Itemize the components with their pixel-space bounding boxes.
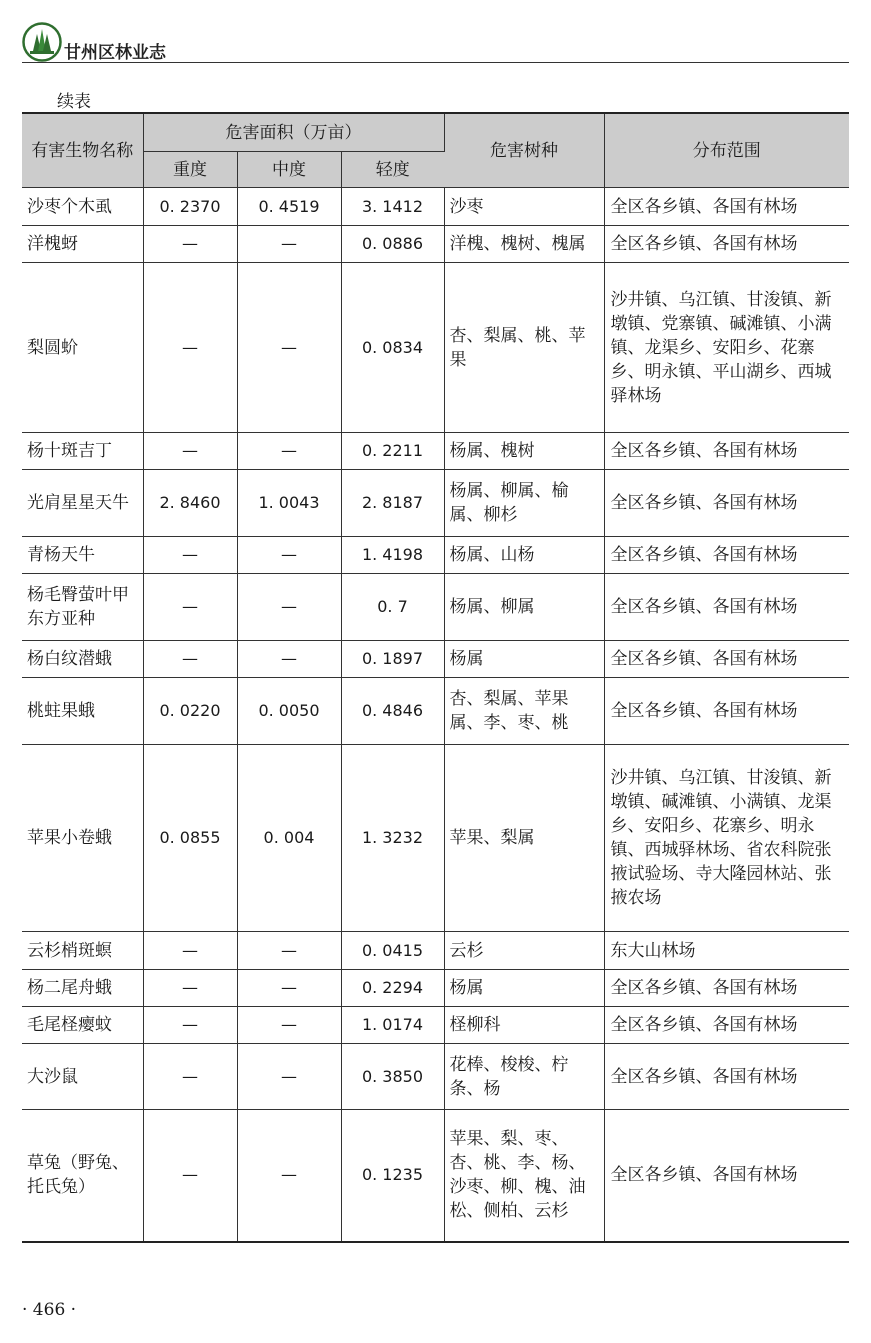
distribution: 沙井镇、乌江镇、甘浚镇、新墩镇、碱滩镇、小满镇、龙渠乡、安阳乡、花寨乡、明永镇、西城驿林场、省农科院张掖试验场、寺大隆园林站、张掖农场 [604,745,849,932]
severe-area: 0. 2370 [143,188,237,226]
host-trees: 杏、梨属、桃、苹果 [444,263,604,433]
pest-name: 梨圆蚧 [22,263,143,433]
mild-area: 0. 4846 [341,678,444,745]
pest-name: 毛尾柽瘿蚊 [22,1007,143,1044]
mild-area: 2. 8187 [341,470,444,537]
table-row [22,1007,849,1044]
pest-name: 洋槐蚜 [22,226,143,263]
severe-area: — [143,932,237,970]
mild-area: 1. 3232 [341,745,444,932]
severe-area: — [143,574,237,641]
host-trees: 杨属、柳属、榆属、柳杉 [444,470,604,537]
severe-area: — [143,433,237,470]
host-trees: 花棒、梭梭、柠条、杨 [444,1044,604,1110]
distribution: 东大山林场 [604,932,849,970]
distribution: 全区各乡镇、各国有林场 [604,537,849,574]
pest-name: 杨毛臀萤叶甲东方亚种 [22,574,143,641]
header-name: 有害生物名称 [22,113,143,188]
mild-area: 3. 1412 [341,188,444,226]
moderate-area: — [237,932,341,970]
moderate-area: — [237,1007,341,1044]
moderate-area: — [237,537,341,574]
header-mild: 轻度 [341,152,444,188]
distribution: 全区各乡镇、各国有林场 [604,188,849,226]
table-row [22,641,849,678]
moderate-area: — [237,641,341,678]
host-trees: 云杉 [444,932,604,970]
distribution: 全区各乡镇、各国有林场 [604,641,849,678]
mild-area: 0. 2294 [341,970,444,1007]
header-area-group: 危害面积（万亩） [143,113,444,152]
moderate-area: — [237,263,341,433]
header-divider [22,62,849,63]
table-row [22,932,849,970]
distribution: 全区各乡镇、各国有林场 [604,1110,849,1242]
pest-name: 苹果小卷蛾 [22,745,143,932]
host-trees: 杨属、山杨 [444,537,604,574]
header-severe: 重度 [143,152,237,188]
table-row [22,226,849,263]
table-row [22,537,849,574]
severe-area: — [143,970,237,1007]
moderate-area: 1. 0043 [237,470,341,537]
pest-name: 桃蛀果蛾 [22,678,143,745]
page-header [22,22,849,62]
mild-area: 0. 2211 [341,433,444,470]
severe-area: — [143,1007,237,1044]
mild-area: 0. 3850 [341,1044,444,1110]
severe-area: — [143,537,237,574]
host-trees: 苹果、梨属 [444,745,604,932]
pest-name: 杨十斑吉丁 [22,433,143,470]
table-row [22,263,849,433]
header-trees: 危害树种 [444,113,604,188]
distribution: 全区各乡镇、各国有林场 [604,470,849,537]
pest-name: 大沙鼠 [22,1044,143,1110]
table-row [22,745,849,932]
table-row [22,470,849,537]
distribution: 全区各乡镇、各国有林场 [604,433,849,470]
severe-area: 2. 8460 [143,470,237,537]
pest-name: 沙枣个木虱 [22,188,143,226]
moderate-area: — [237,970,341,1007]
host-trees: 杨属、槐树 [444,433,604,470]
severe-area: — [143,1044,237,1110]
severe-area: 0. 0220 [143,678,237,745]
distribution: 全区各乡镇、各国有林场 [604,574,849,641]
mild-area: 0. 0834 [341,263,444,433]
table-row [22,970,849,1007]
distribution: 全区各乡镇、各国有林场 [604,970,849,1007]
continued-label: 续表 [57,92,91,112]
mild-area: 0. 0886 [341,226,444,263]
distribution: 全区各乡镇、各国有林场 [604,1007,849,1044]
book-title: 甘州区林业志 [64,43,166,63]
moderate-area: — [237,574,341,641]
pest-name: 杨二尾舟蛾 [22,970,143,1007]
mild-area: 0. 1897 [341,641,444,678]
moderate-area: — [237,433,341,470]
header-distribution: 分布范围 [604,113,849,188]
moderate-area: 0. 4519 [237,188,341,226]
pest-name: 云杉梢斑螟 [22,932,143,970]
pest-name: 光肩星星天牛 [22,470,143,537]
distribution: 沙井镇、乌江镇、甘浚镇、新墩镇、党寨镇、碱滩镇、小满镇、龙渠乡、安阳乡、花寨乡、明永镇、平山湖乡、西城驿林场 [604,263,849,433]
host-trees: 柽柳科 [444,1007,604,1044]
pest-name: 青杨天牛 [22,537,143,574]
moderate-area: 0. 004 [237,745,341,932]
mild-area: 1. 4198 [341,537,444,574]
pest-name: 杨白纹潜蛾 [22,641,143,678]
mild-area: 0. 1235 [341,1110,444,1242]
table-row [22,433,849,470]
mild-area: 0. 7 [341,574,444,641]
severe-area: — [143,226,237,263]
moderate-area: — [237,226,341,263]
page-number: · 466 · [22,1300,77,1320]
moderate-area: — [237,1110,341,1242]
moderate-area: 0. 0050 [237,678,341,745]
mild-area: 1. 0174 [341,1007,444,1044]
table-row [22,1110,849,1242]
table-row [22,678,849,745]
host-trees: 杨属、柳属 [444,574,604,641]
host-trees: 沙枣 [444,188,604,226]
host-trees: 杨属 [444,641,604,678]
table-row [22,188,849,226]
severe-area: — [143,641,237,678]
host-trees: 杨属 [444,970,604,1007]
header-moderate: 中度 [237,152,341,188]
distribution: 全区各乡镇、各国有林场 [604,1044,849,1110]
pest-name: 草兔（野兔、托氏兔） [22,1110,143,1242]
pest-damage-table [22,112,849,1243]
severe-area: — [143,263,237,433]
distribution: 全区各乡镇、各国有林场 [604,678,849,745]
table-row [22,574,849,641]
distribution: 全区各乡镇、各国有林场 [604,226,849,263]
host-trees: 苹果、梨、枣、杏、桃、李、杨、沙枣、柳、槐、油松、侧柏、云杉 [444,1110,604,1242]
host-trees: 杏、梨属、苹果属、李、枣、桃 [444,678,604,745]
forest-logo-icon [22,22,62,62]
table-row [22,1044,849,1110]
severe-area: — [143,1110,237,1242]
host-trees: 洋槐、槐树、槐属 [444,226,604,263]
severe-area: 0. 0855 [143,745,237,932]
moderate-area: — [237,1044,341,1110]
mild-area: 0. 0415 [341,932,444,970]
